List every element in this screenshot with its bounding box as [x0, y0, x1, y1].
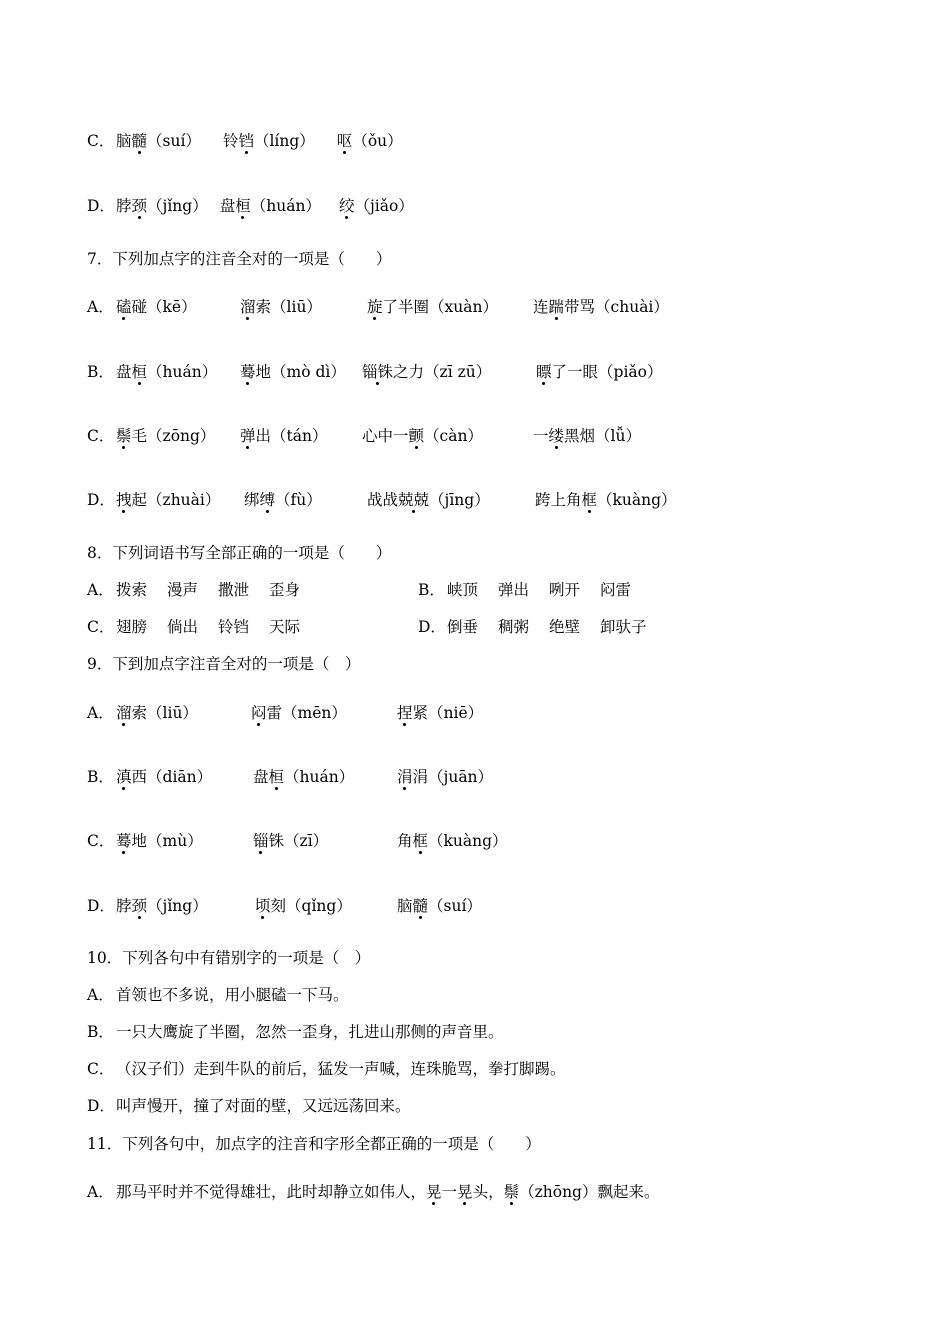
q9-option-b-item-2: 盘桓（huán）	[253, 768, 355, 786]
option-label: A．	[87, 298, 114, 316]
q9-stem: 9．下到加点字注音全对的一项是（ ）	[87, 655, 361, 673]
q7-option-a: A． 磕碰（kē）	[87, 298, 197, 316]
dotted-char: 蓦	[116, 832, 132, 850]
q9-option-c-item-2: 锱铢（zī）	[253, 832, 329, 850]
q9-option-b-item-3: 涓涓（juān）	[397, 768, 494, 786]
dotted-char: 滇	[116, 768, 132, 786]
q9-option-d-item-3: 脑髓（suí）	[397, 897, 482, 915]
option-label: C．	[87, 427, 115, 445]
q10-option-c: C． （汉子们）走到牛队的前后，猛发一声喊，连珠脆骂，拳打脚踢。	[87, 1060, 566, 1078]
q7-option-d-item-3: 战战兢兢（jīng）	[367, 491, 490, 509]
dotted-char: 桓	[268, 768, 285, 786]
q7-option-d-item-4: 跨上角框（kuàng）	[535, 491, 677, 509]
dotted-char: 桓	[131, 363, 148, 381]
dotted-char: 旋	[367, 298, 383, 316]
option-label: A．	[87, 581, 114, 599]
q7-option-a-item-4: 连踹带骂（chuài）	[533, 298, 669, 316]
q7-option-b-item-2: 蓦地（mò dì）	[240, 363, 346, 381]
option-label: A．	[87, 1183, 114, 1201]
dotted-char: 颤	[408, 427, 425, 445]
q7-option-c-item-4: 一缕黑烟（lǚ）	[533, 427, 641, 445]
q9-option-c-item-3: 角框（kuàng）	[397, 832, 508, 850]
q6-option-c: C． 脑髓（suí） 铃铛（líng） 呕（ǒu）	[87, 132, 403, 150]
q9-option-d: D．脖颈（jǐng）	[87, 897, 208, 915]
option-label: D．	[87, 491, 115, 509]
dotted-char: 颈	[131, 897, 148, 915]
dotted-char: 绞	[338, 197, 355, 215]
q10-stem: 10．下列各句中有错别字的一项是（ ）	[87, 949, 371, 967]
dotted-char: 鬃	[116, 427, 132, 445]
dotted-char: 兢兢	[398, 491, 430, 509]
q8-stem: 8．下列词语书写全部正确的一项是（ ）	[87, 544, 392, 562]
q8-option-b: B． 峡顶 弹出 咧开 闷雷	[418, 581, 632, 599]
dotted-char: 踹	[548, 298, 565, 316]
dotted-char: 框	[581, 491, 598, 509]
q9-option-a: A． 溜索（liū）	[87, 704, 198, 722]
q7-option-d: D．拽起（zhuài）	[87, 491, 221, 509]
dotted-char: 锱铢	[362, 363, 394, 381]
q7-option-b: B． 盘桓（huán）	[87, 363, 218, 381]
q10-option-a: A． 首领也不多说，用小腿磕一下马。	[87, 986, 349, 1004]
dotted-char: 捏	[397, 704, 413, 722]
dotted-char: 髓	[131, 132, 148, 150]
option-label: D．	[418, 618, 446, 636]
q7-stem: 7．下列加点字的注音全对的一项是（ ）	[87, 250, 392, 268]
option-label: B．	[418, 581, 445, 599]
q9-option-b: B． 滇西（diān）	[87, 768, 213, 786]
dotted-char: 晃	[457, 1183, 473, 1201]
q7-option-c-item-3: 心中一颤（càn）	[362, 427, 483, 445]
q7-option-b-item-4: 瞟了一眼（piǎo）	[536, 363, 663, 381]
option-label: B．	[87, 768, 114, 786]
q7-option-a-item-2: 溜索（liū）	[240, 298, 322, 316]
option-label: B．	[87, 1023, 114, 1041]
option-label: B．	[87, 363, 114, 381]
q7-option-b-item-3: 锱铢之力（zī zū）	[362, 363, 492, 381]
dotted-char: 鬃	[503, 1183, 520, 1201]
dotted-char: 呕	[336, 132, 353, 150]
dotted-char: 涓	[397, 768, 413, 786]
q8-option-a: A． 拨索 漫声 撒泄 歪身	[87, 581, 301, 599]
dotted-char: 顷	[255, 897, 271, 915]
dotted-char: 缕	[548, 427, 565, 445]
dotted-char: 闷	[251, 704, 267, 722]
dotted-char: 锱	[253, 832, 269, 850]
dotted-char: 晃	[426, 1183, 442, 1201]
dotted-char: 弹	[240, 427, 256, 445]
dotted-char: 髓	[412, 897, 429, 915]
dotted-char: 蓦	[240, 363, 256, 381]
q7-option-a-item-3: 旋了半圈（xuàn）	[367, 298, 498, 316]
q7-option-c: C． 鬃毛（zōng）	[87, 427, 216, 445]
q9-option-a-item-3: 捏紧（niē）	[397, 704, 484, 722]
q9-option-a-item-2: 闷雷（mēn）	[251, 704, 347, 722]
option-label: C．	[87, 618, 115, 636]
q6-option-d: D．脖颈（jǐng） 盘桓（huán） 绞（jiǎo）	[87, 197, 414, 215]
dotted-char: 缚	[259, 491, 276, 509]
q11-stem: 11．下列各句中，加点字的注音和字形全都正确的一项是（ ）	[87, 1135, 541, 1153]
q8-option-c: C． 翅膀 倘出 铃铛 天际	[87, 618, 301, 636]
dotted-char: 铛	[238, 132, 254, 150]
option-label: A．	[87, 986, 114, 1004]
dotted-char: 溜	[240, 298, 256, 316]
dotted-char: 瞟	[536, 363, 552, 381]
q9-option-d-item-2: 顷刻（qǐng）	[255, 897, 352, 915]
option-label: C．	[87, 1060, 115, 1078]
dotted-char: 桓	[235, 197, 251, 215]
q11-option-a: A． 那马平时并不觉得雄壮，此时却静立如伟人，晃一晃头，鬃（zhōng）飘起来。	[87, 1183, 660, 1201]
option-label: C．	[87, 832, 115, 850]
option-label: C．	[87, 132, 115, 150]
q10-option-b: B． 一只大鹰旋了半圈，忽然一歪身，扎进山那侧的声音里。	[87, 1023, 504, 1041]
option-label: D．	[87, 197, 115, 215]
dotted-char: 颈	[131, 197, 148, 215]
option-label: D．	[87, 897, 115, 915]
dotted-char: 拽	[116, 491, 132, 509]
q10-option-d: D．叫声慢开，撞了对面的壁，又远远荡回来。	[87, 1097, 411, 1115]
dotted-char: 磕	[116, 298, 132, 316]
option-label: D．	[87, 1097, 115, 1115]
dotted-char: 溜	[116, 704, 132, 722]
q8-option-d: D．倒垂 稠粥 绝壁 卸驮子	[418, 618, 647, 636]
q7-option-c-item-2: 弹出（tán）	[240, 427, 328, 445]
option-label: A．	[87, 704, 114, 722]
q9-option-c: C． 蓦地（mù）	[87, 832, 203, 850]
q7-option-d-item-2: 绑缚（fù）	[244, 491, 322, 509]
dotted-char: 框	[412, 832, 429, 850]
